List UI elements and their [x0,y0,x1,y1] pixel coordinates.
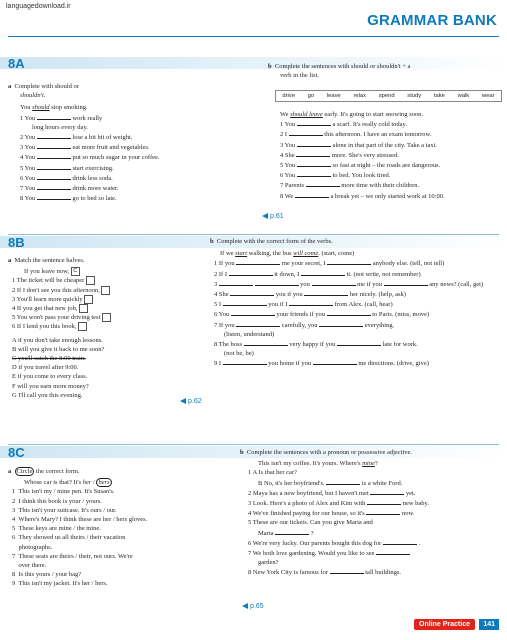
list-item [8,552,147,561]
item-text: You [284,162,296,170]
section-label-8c: 8C [8,445,25,460]
answer-blank[interactable] [326,478,360,485]
item-text: it. (not write, not remember) [346,270,421,278]
word-box-item: walk [457,93,470,99]
answer-blank[interactable] [330,567,364,574]
item-text: New York City is famous for [252,569,328,577]
option-item [8,336,111,345]
page-ref-8c[interactable]: p.65 [242,603,264,610]
item-text: You [218,311,230,319]
option-text: F will you earn more money? [12,382,89,390]
item-text: 4 If you get that new job, [12,305,78,313]
item-number: 5 [20,164,24,172]
item-text: 6 If I lend you this book, [12,323,77,331]
list-item [8,152,160,162]
list-item [214,349,483,358]
list-item [248,498,429,508]
answer-blank[interactable] [319,320,363,327]
answer-blank[interactable] [236,258,280,265]
item-text: yet. [405,489,416,497]
item-text: She [284,151,295,159]
answer-blank[interactable] [301,269,345,276]
answer-blank[interactable] [219,279,253,286]
item-number: 6 [280,172,284,180]
section-label-8b: 8B [8,235,25,250]
item-text: Marta [258,529,274,537]
arrow-left-icon [262,213,268,219]
item-text: We've finished paying for our house, so it's [252,510,365,518]
list-item [8,132,160,142]
list-item [8,497,147,506]
list-item [8,533,147,542]
item-text: You [24,164,36,172]
item-number: 6 [214,311,218,319]
item-number: 5 [248,519,252,527]
list-item [8,579,147,588]
answer-blank[interactable] [229,269,273,276]
item-text: is a white Ford. [361,479,403,487]
item-number: 7 [280,182,284,190]
item-text: I [284,131,288,139]
answer-blank[interactable] [37,193,71,200]
item-text: We [284,192,294,200]
answer-blank[interactable] [337,339,381,346]
item-text: If you [218,321,235,329]
list-item [8,570,147,579]
item-text: eat more fruit and vegetables. [72,144,150,152]
list-item [8,515,147,524]
word-box-item: leave [326,93,341,99]
list-item [8,506,147,515]
item-text: it down, I [274,270,300,278]
item-text: anybody else. (tell, not tell) [372,260,445,268]
item-text: very happy if you [289,341,336,349]
item-text: Look. Here's a photo of Alex and Kim with [252,500,366,508]
answer-blank[interactable] [37,183,71,190]
item-text: We're very lucky. Our parents bought this dog for [252,539,382,547]
list-item [214,299,483,309]
item-text: drink less soda. [72,174,113,182]
item-text: She [218,291,229,299]
item-text: Maya has a new boyfriend, but I haven't met [252,489,369,497]
list-item [280,129,445,139]
item-text: start exercising. [72,164,114,172]
list-item [248,567,429,577]
list-item [8,123,160,132]
item-text: 5 You won't pass your driving test [12,314,101,322]
item-text: everything. [364,321,395,329]
list-item [248,478,429,488]
answer-blank[interactable] [37,142,71,149]
item-text: garden? [258,559,279,567]
item-text: now. [401,510,415,518]
item-number: 6 [248,539,252,547]
exercise-8a-b-items: We should leave early. It's going to start snowing soon. 1 You a scarf. It's really cold today. 2 I this afternoon. I have an exam tomorrow. 3 You alone in that part of the city. Take a taxi. 4 She more. She's very stressed. 5 You so fast at night – the roads are dangerous. 6 You to bed. You look tired. 7 Parents more time with their children. 8 We a break yet – we only started work at 10:00. [280,111,445,200]
item-text: put so much sugar in your coffee. [72,154,160,162]
item-text: 4 Where's Mary? I think these are her / hers gloves. [12,516,148,524]
word-box-item: study [407,93,422,99]
list-item [8,193,160,203]
item-text: you if I [268,301,288,309]
list-item [214,279,483,289]
answer-blank[interactable] [297,170,331,177]
item-text: 6 They showed us all theirs / their vacation [12,534,126,542]
item-number: 5 [214,301,218,309]
item-text: 1 The ticket will be cheaper [12,277,85,285]
item-text: You [24,144,36,152]
item-text: a scarf. It's really cold today. [332,121,408,129]
option-text: G I'll call you this evening. [12,391,83,399]
item-number: 4 [214,291,218,299]
answer-blank[interactable] [297,140,331,147]
list-item [248,468,429,477]
item-text: you [300,280,310,288]
answer-blank[interactable] [366,508,400,515]
list-item [8,173,160,183]
answer-blank[interactable] [223,299,267,306]
item-number: 1 [248,469,252,477]
item-text: me your secret, I [281,260,326,268]
item-text: You [24,174,36,182]
option-item [8,363,111,372]
item-text: to Paris. (miss, move) [372,311,430,319]
item-text: You [284,121,296,129]
answer-blank[interactable] [327,258,371,265]
item-number: 1 [280,121,284,129]
item-number: 8 [248,569,252,577]
item-text: You [24,134,36,142]
page-title: GRAMMAR BANK [367,12,497,29]
item-number: 4 [20,154,24,162]
item-text: You [24,185,36,193]
answer-box[interactable]: C [71,267,80,276]
list-item [214,289,483,299]
list-item [8,543,147,552]
answer-box[interactable] [102,313,111,322]
item-number: 8 [214,341,218,349]
item-text: You [284,172,296,180]
item-text: 2 If I don't see you this afternoon, [12,286,100,294]
answer-blank[interactable] [297,160,331,167]
list-item [248,518,429,527]
item-text: me if you [357,280,383,288]
list-item [8,313,111,322]
option-item [8,391,111,400]
answer-blank[interactable] [37,173,71,180]
list-item [8,322,111,331]
item-number: 6 [20,174,24,182]
answer-box[interactable] [101,286,110,295]
answer-box[interactable] [86,276,95,285]
item-text: so fast at night – the roads are dangerous. [332,162,441,170]
item-text: from Alex. (call, hear) [334,301,393,309]
item-text: long hours every day. [32,123,88,131]
list-item [280,170,445,180]
word-box-item: wear [481,93,495,99]
item-text: a break yet – we only started work at 10:00. [330,192,445,200]
item-number: 8 [280,192,284,200]
list-item [280,180,445,190]
item-text: I [218,301,222,309]
answer-blank[interactable] [367,498,401,505]
item-number: 7 [20,185,24,193]
item-number: 2 [20,134,24,142]
item-number: 8 [20,195,24,203]
page-number: 141 [479,619,499,630]
list-item [248,558,429,567]
item-number: 2 [214,270,218,278]
list-item [280,140,445,150]
item-text: lose a bit bit of weight. [72,134,133,142]
option-item [8,345,111,354]
arrow-left-icon [242,603,248,609]
item-number: 3 [214,280,218,288]
item-text: 9 This isn't my jacket. It's her / hers. [12,580,108,588]
item-text: more time with their children. [341,182,420,190]
list-item [248,508,429,518]
section-band-8a [0,57,507,69]
item-text: ? [310,529,314,537]
list-item [248,548,429,558]
item-text: carefully, you [281,321,318,329]
online-practice-badge[interactable]: Online Practice [414,619,475,630]
list-item [280,150,445,160]
item-text: photographs. [12,543,53,551]
option-text: A if you don't take enough lessons. [12,336,103,344]
item-text: your friends if you [276,311,325,319]
item-text: more. She's very stressed. [331,151,399,159]
option-item [8,372,111,381]
item-text: (listen, understand) [224,330,275,338]
item-number: 1 [214,260,218,268]
item-text: me directions. (drive, give) [358,360,429,368]
item-text: late for work. [382,341,418,349]
item-number: 7 [214,321,218,329]
answer-blank[interactable] [327,309,371,316]
exercise-8a-b: b Complete the sentences with should or shouldn't + a verb in the list. [268,63,411,80]
item-text: B No, it's her boyfriend's. [258,479,325,487]
exercise-8b-b: b Complete with the correct form of the verbs. If we start walking, the bus will come. (start, come) 1 If you me your secret, I anybody else. (tell, not tell) 2 If I it down, I it. (not write, not remember) 3 you me if you any news? (call, get) 4 She you if you her nicely. (help, ask) 5 I you if I from Alex. (call, hear) 6 You your friends if you to Paris. (miss, move) 7 If you carefully, you everything. (listen, understand) 8 The boss very happy if you late for work. (not be, be) 9 I you home if you me directions. (drive, give) [210,238,484,368]
answer-blank[interactable] [304,289,348,296]
item-number: 4 [280,151,284,159]
divider-8c [8,444,499,445]
word-box-item: take [433,93,445,99]
item-text: These are our tickets. Can you give Maria and [252,519,373,527]
item-number: 7 [248,550,252,558]
list-item [214,358,483,368]
answer-box[interactable] [78,322,87,331]
answer-blank[interactable] [275,528,309,535]
answer-blank[interactable] [37,163,71,170]
exercise-8b-a: a Match the sentence halves. If you leave now, C 1 The ticket will be cheaper 2 If I don't see you this afternoon, 3 You'll learn more quickly 4 If you get that new job, 5 You won't pass your driving test 6 If I lend you this book, A if you don't take enough lessons. B will you give it back to me soon? C you'll catch the 8:00 train. D if you travel after 9:00. E if you come to every class. F will you earn more money? G I'll call you this evening. [8,256,111,400]
list-item [214,339,483,349]
answer-blank[interactable] [236,320,280,327]
list-item [8,163,160,173]
answer-blank[interactable] [37,113,71,120]
word-box [275,90,502,102]
item-text: You [24,114,36,122]
item-text: If I [218,270,227,278]
item-text: tall buildings. [365,569,401,577]
list-item [280,160,445,170]
answer-box[interactable] [84,295,93,304]
list-item [214,258,483,268]
answer-blank[interactable] [384,279,428,286]
option-text: B will you give it back to me soon? [12,345,105,353]
item-text: If you [218,260,235,268]
list-item [280,191,445,201]
site-watermark: languagedownload.ir [6,3,71,10]
answer-blank[interactable] [289,129,323,136]
answer-blank[interactable] [230,289,274,296]
answer-blank[interactable] [370,488,404,495]
answer-blank[interactable] [289,299,333,306]
item-text: you home if you [268,360,312,368]
option-text: D if you travel after 9:00. [12,364,79,372]
list-item [248,538,429,548]
list-item [8,142,160,152]
answer-blank[interactable] [313,358,357,365]
item-text: drink more water. [72,185,119,193]
list-item [214,269,483,279]
item-text: You [24,154,36,162]
word-box-item: spend [378,93,395,99]
answer-blank[interactable] [231,309,275,316]
item-text: . [418,539,421,547]
item-text: new baby. [402,500,429,508]
item-number: 1 [20,114,24,122]
option-item [8,354,111,363]
item-text: (not be, be) [224,350,254,358]
item-text: her nicely. (help, ask) [349,291,406,299]
item-text: work really [72,114,103,122]
answer-blank[interactable] [223,358,267,365]
item-text: 8 Is this yours / your bag? [12,571,82,579]
list-item [248,528,429,538]
word-box-item: drive [282,93,295,99]
option-text: C you'll catch the 8:00 train. [12,355,86,363]
item-text: Parents [284,182,305,190]
word-box-item: relax [353,93,367,99]
item-text: A Is that her car? [252,469,297,477]
option-text: E if you come to every class. [12,373,88,381]
item-text: You [24,195,36,203]
list-item [8,183,160,193]
list-item [8,487,147,496]
answer-blank[interactable] [376,548,410,555]
item-text: 2 I think this book is your / yours. [12,497,102,505]
word-box-item: go [307,93,315,99]
answer-blank[interactable] [37,132,71,139]
answer-blank[interactable] [383,538,417,545]
list-item [8,304,111,313]
answer-blank[interactable] [295,191,329,198]
list-item [8,276,111,285]
answer-blank[interactable] [296,150,330,157]
list-item [214,330,483,339]
item-number: 5 [280,162,284,170]
answer-blank[interactable] [312,279,356,286]
item-text: 3 You'll learn more quickly [12,295,83,303]
item-number: 3 [248,500,252,508]
item-text: You [284,141,296,149]
option-item [8,382,111,391]
list-item [8,295,111,304]
list-item [280,119,445,129]
answer-box[interactable] [79,304,88,313]
item-text: 3 This isn't your suitcase. It's ours / our. [12,506,117,514]
answer-blank[interactable] [244,339,288,346]
list-item [214,320,483,330]
item-text: The boss [218,341,243,349]
list-item [8,113,160,123]
item-text: this afternoon. I have an exam tomorrow. [324,131,432,139]
item-number: 3 [20,144,24,152]
answer-blank[interactable] [306,180,340,187]
page-ref-8b[interactable]: p.62 [180,398,202,405]
item-text: 1 This isn't my / mine pen. It's Susan's. [12,488,115,496]
answer-blank[interactable] [37,152,71,159]
answer-blank[interactable] [297,119,331,126]
item-text: We both love gardening. Would you like to see [252,550,375,558]
item-number: 3 [280,141,284,149]
item-text: go to bed so late. [72,195,117,203]
exercise-8a-a: a Complete with should or shouldn't. You should stop smoking. 1 You work really long hours every day. 2 You lose a bit bit of weight. 3 You eat more fruit and vegetables. 4 You put so much sugar in your coffee. 5 You start exercising. 6 You drink less soda. 7 You drink more water. 8 You go to bed so late. [8,83,160,203]
list-item [248,488,429,498]
list-item [8,561,147,570]
item-number: 2 [248,489,252,497]
exercise-8c-b: b Complete the sentences with a pronoun or possessive adjective. This isn't my coffee. It's yours. Where's mine? 1 A Is that her car? B No, it's her boyfriend's. is a white Ford. 2 Maya has a new boyfriend, but I haven't met yet. 3 Look. Here's a photo of Alex and Kim with new baby. 4 We've finished paying for our house, so it's now. 5 These are our tickets. Can you give Maria and Marta ? 6 We're very lucky. Our parents bought this dog for . 7 We both love gardening. Would you like to see garden? 8 New York City is famous for tall buildings. [240,449,429,577]
item-text: over there. [12,562,47,570]
list-item [8,524,147,533]
section-label-8a: 8A [8,56,25,71]
arrow-left-icon [180,398,186,404]
item-number: 9 [214,360,218,368]
list-item [8,286,111,295]
item-number: 2 [280,131,284,139]
item-text: alone in that part of the city. Take a taxi. [332,141,438,149]
item-text: any news? (call, get) [429,280,484,288]
item-text: you if you [275,291,303,299]
list-item [214,309,483,319]
page-ref-8a[interactable]: p.61 [262,213,284,220]
item-text: 5 These keys are mine / the mine. [12,525,101,533]
item-text: I [218,360,222,368]
header-rule [8,36,499,37]
answer-blank[interactable] [255,279,299,286]
item-text: to bed. You look tired. [332,172,391,180]
divider-8b [8,234,499,235]
exercise-8c-a: a Circle the correct form. Whose car is that? It's her / hers 1 This isn't my / mine pen. It's Susan's. 2 I think this book is your / yours. 3 This isn't your suitcase. It's ours / our. 4 Where's Mary? I think these are her / hers gloves. 5 These keys are mine / the mine. 6 They showed us all theirs / their vacation photographs. 7 These seats are theirs / their, not ours. We're over there. 8 Is this yours / your bag? 9 This isn't my jacket. It's her / hers. [8,468,148,588]
item-number: 4 [248,510,252,518]
item-text: 7 These seats are theirs / their, not ours. We're [12,552,133,560]
